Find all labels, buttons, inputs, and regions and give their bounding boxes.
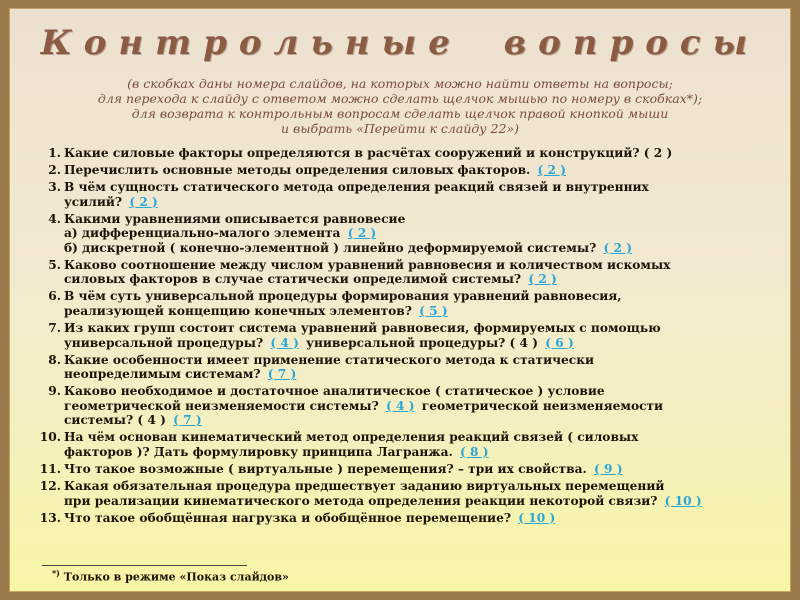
question-line [64, 399, 786, 414]
question-line [64, 304, 786, 319]
question-text: Из каких групп состоит система уравнений равновесия, формируемых с помощью [64, 321, 661, 336]
question-text: Какие силовые факторы определяются в расчётах сооружений и конструкций? ( 2 ) [64, 146, 673, 160]
question-text: В чём суть универсальной процедуры формирования уравнений равновесия, [64, 289, 622, 304]
slide-link[interactable]: ( 2 ) [537, 163, 567, 178]
footnote [52, 568, 289, 584]
slide-link[interactable]: ( 2 ) [129, 194, 158, 209]
question-text: Перечислить основные методы определения силовых факторов. [64, 163, 535, 178]
question-line [64, 336, 786, 351]
question-text: На чём основан кинематический метод определения реакций связей ( силовых [64, 430, 639, 445]
question-number: 2. [48, 163, 61, 178]
question-line [64, 353, 786, 368]
question-text: Какие особенности имеет применение статического метода к статически [64, 352, 595, 367]
question-number: 5. [48, 257, 61, 272]
question-line [64, 384, 786, 399]
question-item [30, 180, 786, 209]
question-text: реализующей концепцию конечных элементов? [64, 303, 417, 318]
slide-link[interactable]: ( 4 ) [270, 335, 299, 350]
question-item [30, 353, 786, 382]
question-text: при реализации кинематического метода определения реакции некоторой связи? [64, 493, 662, 508]
question-text: Какая обязательная процедура предшествует заданию виртуальных перемещений [64, 479, 665, 494]
question-text: Что такое возможные ( виртуальные ) перемещения? – три их свойства. [64, 461, 591, 476]
question-item [30, 462, 786, 477]
footnote-divider [42, 565, 247, 566]
question-line [64, 511, 786, 526]
question-item [30, 146, 786, 161]
question-line [64, 212, 786, 227]
question-item [30, 289, 786, 318]
question-item [30, 321, 786, 350]
question-number: 7. [48, 321, 61, 336]
question-line [64, 462, 786, 477]
question-line [64, 321, 786, 336]
question-line [64, 272, 786, 287]
question-line [64, 258, 786, 273]
question-text: силовых факторов в случае статически определимой системы? [64, 272, 526, 287]
slide [9, 8, 791, 592]
footnote-text: Только в режиме «Показ слайдов» [59, 570, 289, 584]
question-text: геометрической неизменяемости системы? [64, 398, 383, 413]
question-number: 12. [39, 479, 61, 494]
question-line [64, 479, 786, 494]
question-text: Что такое обобщённая нагрузка и обобщённое перемещение? [64, 510, 516, 525]
question-text: системы? ( 4 ) [64, 413, 171, 428]
question-item [30, 430, 786, 459]
question-text: Какими уравнениями описывается равновесие [64, 211, 406, 226]
question-text: универсальной процедуры? ( 4 ) [301, 335, 543, 350]
subtitle [18, 76, 782, 136]
slide-link[interactable]: ( 2 ) [603, 240, 632, 255]
question-number: 1. [48, 146, 61, 160]
slide-link[interactable]: ( 4 ) [385, 398, 415, 413]
question-item [30, 258, 786, 287]
question-text: геометрической неизменяемости [417, 398, 664, 413]
question-line [64, 289, 786, 304]
question-text: неопределимым системам? [64, 367, 265, 382]
question-text: усилий? [64, 194, 127, 209]
question-line [64, 195, 786, 210]
question-item [30, 479, 786, 508]
question-text: универсальной процедуры? [64, 335, 268, 350]
question-item [30, 384, 786, 428]
question-text: Каково соотношение между числом уравнений равновесия и количеством искомых [64, 257, 671, 272]
question-item [30, 163, 786, 178]
slide-link[interactable]: ( 8 ) [460, 444, 489, 459]
slide-link[interactable]: ( 9 ) [593, 461, 623, 476]
question-number: 3. [48, 180, 61, 195]
question-line [64, 445, 786, 460]
subtitle-line: (в скобках даны номера слайдов, на которых можно найти ответы на вопросы; [127, 76, 673, 91]
questions-list [30, 146, 786, 528]
slide-link[interactable]: ( 5 ) [419, 303, 448, 318]
question-number: 9. [48, 384, 61, 399]
question-text: Каково необходимое и достаточное аналитическое ( статическое ) условие [64, 384, 605, 399]
subtitle-line: для перехода к слайду с ответом можно сделать щелчок мышью по номеру в скобках*); [97, 91, 703, 106]
question-number: 10. [39, 430, 61, 445]
slide-link[interactable]: ( 10 ) [664, 493, 702, 508]
question-number: 6. [48, 289, 61, 304]
question-line [64, 146, 786, 161]
slide-link[interactable]: ( 2 ) [528, 272, 557, 287]
question-line [64, 226, 786, 241]
slide-link[interactable]: ( 6 ) [545, 335, 574, 350]
question-line [64, 241, 786, 256]
question-text: б) дискретной ( конечно-элементной ) линейно деформируемой системы? [64, 240, 601, 255]
question-item [30, 511, 786, 526]
question-number: 13. [39, 510, 61, 525]
question-line [64, 494, 786, 509]
slide-link[interactable]: ( 7 ) [173, 413, 202, 428]
slide-link[interactable]: ( 2 ) [347, 226, 377, 241]
question-text: факторов )? Дать формулировку принципа Лагранжа. [64, 444, 457, 459]
page-title: Контрольные вопросы [40, 23, 760, 63]
question-line [64, 163, 786, 178]
question-text: а) дифференциально-малого элемента [64, 226, 345, 241]
slide-link[interactable]: ( 10 ) [518, 510, 556, 525]
subtitle-line: и выбрать «Перейти к слайду 22») [281, 121, 519, 136]
question-number: 4. [48, 211, 61, 226]
question-number: 11. [39, 461, 61, 476]
question-line [64, 413, 786, 428]
slide-link[interactable]: ( 7 ) [267, 367, 297, 382]
question-line [64, 367, 786, 382]
footnote-mark: *) [52, 568, 60, 578]
question-text: В чём сущность статического метода определения реакций связей и внутренних [64, 180, 649, 195]
question-line [64, 180, 786, 195]
question-item [30, 212, 786, 256]
question-number: 8. [48, 352, 61, 367]
subtitle-line: для возврата к контрольным вопросам сделать щелчок правой кнопкой мыши [131, 106, 669, 121]
question-line [64, 430, 786, 445]
